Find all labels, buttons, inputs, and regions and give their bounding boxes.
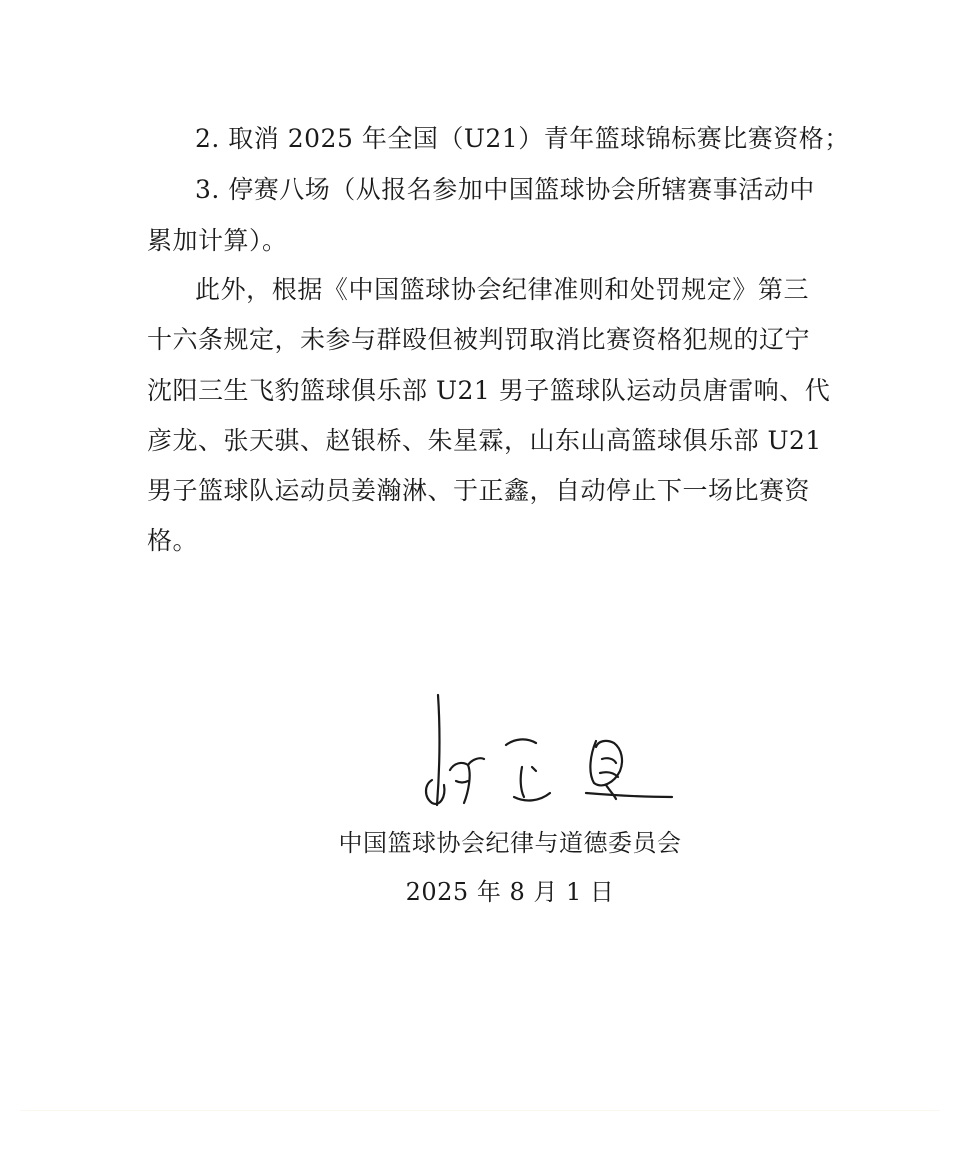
issuer-name: 中国篮球协会纪律与道德委员会 [338,829,682,857]
paragraph-line-1: 此外，根据《中国篮球协会纪律准则和处罚规定》第三 [195,275,809,304]
paragraph-line-2: 十六条规定，未参与群殴但被判罚取消比赛资格犯规的辽宁 [147,325,811,354]
item-3-text-line-1: 3. 停赛八场（从报名参加中国篮球协会所辖赛事活动中 [195,175,815,204]
item-2-text: 2. 取消 2025 年全国（U21）青年篮球锦标赛比赛资格； [195,124,850,153]
paragraph-line-4: 彦龙、张天骐、赵银桥、朱星霖，山东山高篮球俱乐部 U21 [147,426,822,455]
issue-date: 2025 年 8 月 1 日 [405,878,615,906]
page-edge [20,1110,940,1111]
paragraph-line-3: 沈阳三生飞豹篮球俱乐部 U21 男子篮球队运动员唐雷响、代 [147,376,831,405]
handwritten-signature [410,685,690,825]
item-3-text-line-2: 累加计算）。 [147,226,288,255]
paragraph-line-5: 男子篮球队运动员姜瀚淋、于正鑫，自动停止下一场比赛资 [147,476,811,505]
paragraph-line-6: 格。 [147,526,199,555]
